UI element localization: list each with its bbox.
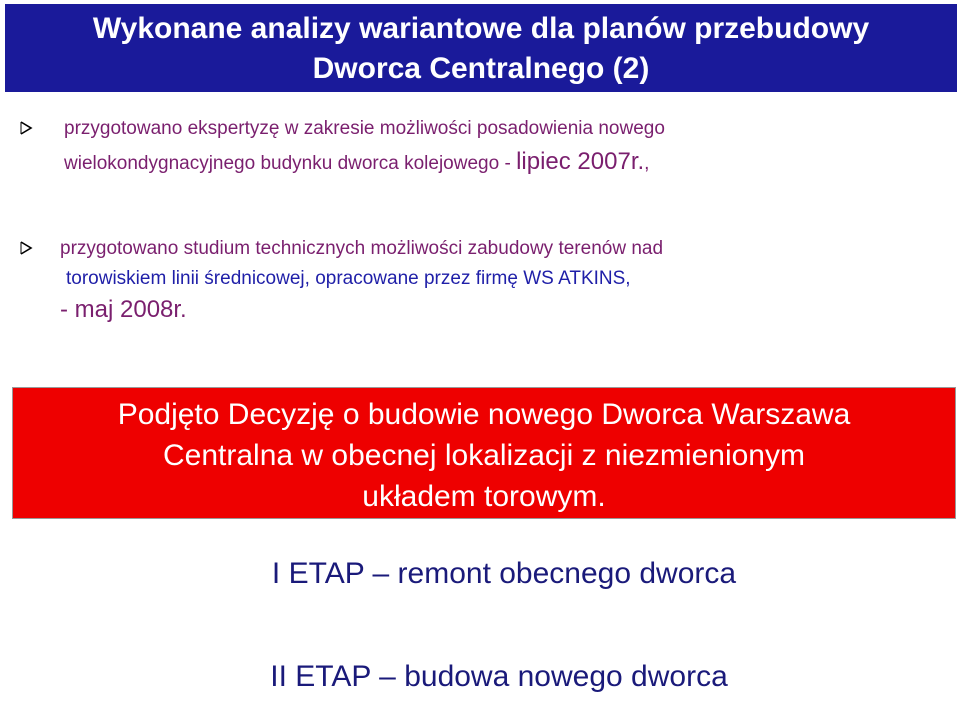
bullet-2-line-1: przygotowano studium technicznych możliwości zabudowy terenów nad xyxy=(60,238,664,259)
bullet-1-date: lipiec 2007r. xyxy=(516,148,645,175)
arrow-bullet-icon xyxy=(18,118,34,138)
bullet-2-line-3: - maj 2008r. xyxy=(60,296,187,323)
bullet-1-comma: , xyxy=(644,153,650,174)
title-line-2: Dworca Centralnego (2) xyxy=(312,52,650,85)
decision-banner xyxy=(12,387,956,519)
decision-line-2: Centralna w obecnej lokalizacji z niezmienionym xyxy=(163,439,805,472)
bullet-2-text: , opracowane przez firmę WS ATKINS, xyxy=(304,268,631,289)
bullet-2-bold-segment: torowiskiem linii średnicowej xyxy=(66,268,305,289)
bullet-1-line-2 xyxy=(64,148,649,176)
title-banner xyxy=(5,4,957,92)
bullet-1-text: wielokondygnacyjnego budynku dworca kolejowego - xyxy=(64,153,517,174)
etap-2-heading: II ETAP – budowa nowego dworca xyxy=(270,660,728,693)
bullet-2-line-2 xyxy=(66,268,631,290)
title-line-1: Wykonane analizy wariantowe dla planów przebudowy xyxy=(92,12,870,45)
decision-line-3: układem torowym. xyxy=(362,480,606,513)
etap-1-heading: I ETAP – remont obecnego dworca xyxy=(271,557,737,590)
arrow-bullet-icon xyxy=(18,238,34,258)
bullet-1-line-1: przygotowano ekspertyzę w zakresie możliwości posadowienia nowego xyxy=(64,118,665,139)
decision-line-1: Podjęto Decyzję o budowie nowego Dworca Warszawa xyxy=(117,398,851,431)
